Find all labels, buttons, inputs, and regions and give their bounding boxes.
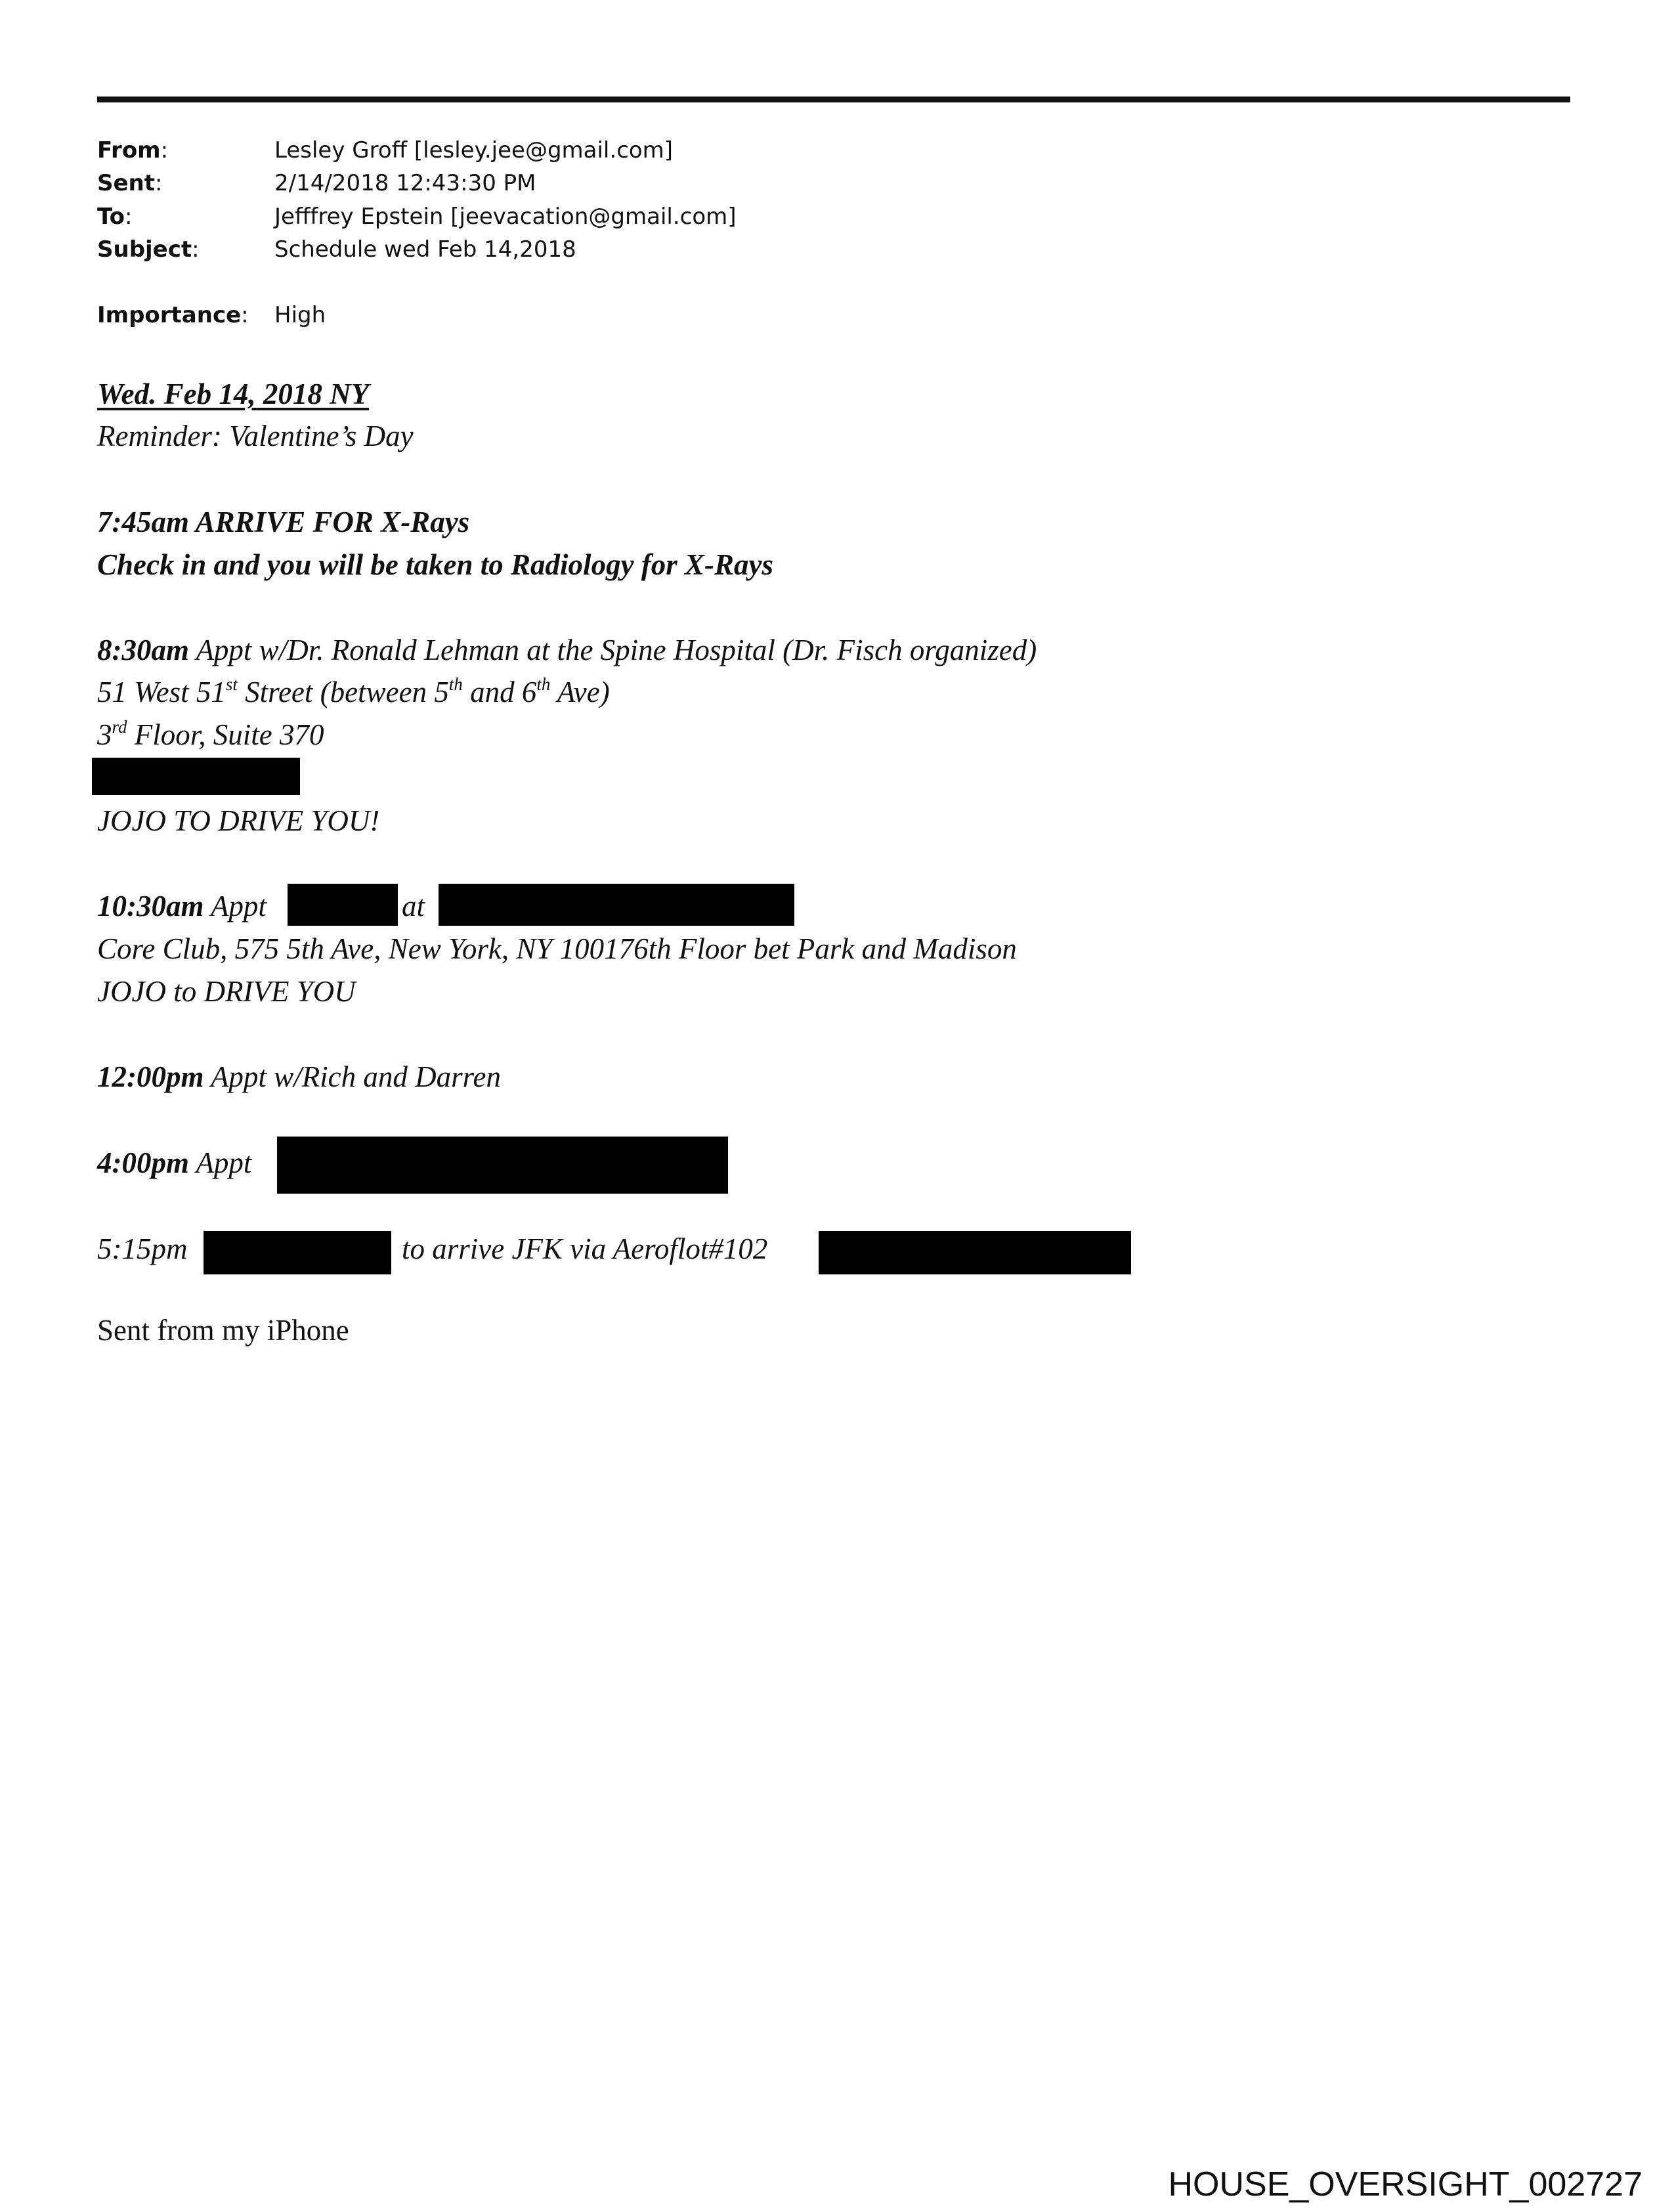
arrival-text: to arrive JFK via Aeroflot#102: [402, 1232, 768, 1265]
appt2-driver: JOJO to DRIVE YOU: [97, 975, 356, 1008]
redaction-box: [819, 1231, 1131, 1274]
sent-row: Sent: 2/14/2018 12:43:30 PM: [97, 170, 536, 196]
subject-label: Subject: [97, 236, 192, 263]
importance-row: Importance: High: [97, 302, 326, 328]
appt1-time: 8:30am: [97, 634, 189, 666]
redaction-box: [288, 884, 398, 926]
to-value: Jefffrey Epstein [jeevacation@gmail.com]: [274, 204, 737, 230]
subject-value: Schedule wed Feb 14,2018: [274, 236, 576, 263]
appt1-address: 51 West 51st Street (between 5th and 6th Ave): [97, 674, 610, 708]
from-label: From: [97, 137, 161, 163]
appt2-line: [97, 888, 267, 924]
importance-label: Importance: [97, 302, 242, 328]
to-row: To: Jefffrey Epstein [jeevacation@gmail.com]: [97, 204, 737, 230]
xray-line-1: 7:45am ARRIVE FOR X-Rays: [97, 506, 470, 538]
appt3-text: Appt w/Rich and Darren: [210, 1060, 501, 1093]
appt1-floor: 3rd Floor, Suite 370: [97, 717, 324, 751]
appt4-text: Appt: [196, 1146, 252, 1179]
appt1-driver: JOJO TO DRIVE YOU!: [97, 804, 380, 837]
appt2-address: Core Club, 575 5th Ave, New York, NY 100176th Floor bet Park and Madison: [97, 932, 1017, 965]
appt4-line: [97, 1144, 251, 1181]
date-heading: Wed. Feb 14, 2018 NY: [97, 378, 370, 410]
appt1-line: [97, 632, 1037, 668]
redaction-box: [204, 1231, 391, 1274]
appt1-text: Appt w/Dr. Ronald Lehman at the Spine Hospital (Dr. Fisch organized): [196, 634, 1037, 666]
redaction-box: [439, 884, 794, 926]
subject-row: Subject: Schedule wed Feb 14,2018: [97, 236, 576, 263]
redaction-box: [277, 1137, 728, 1194]
redaction-box: [92, 758, 300, 795]
xray-line-2: Check in and you will be taken to Radiology for X-Rays: [97, 548, 774, 581]
appt3-time: 12:00pm: [97, 1060, 204, 1093]
sent-value: 2/14/2018 12:43:30 PM: [274, 170, 536, 196]
signature-text: Sent from my iPhone: [97, 1314, 349, 1347]
appt2-at-word: at: [402, 890, 425, 922]
appt3-line: [97, 1058, 501, 1095]
sent-label: Sent: [97, 170, 156, 196]
appt4-time: 4:00pm: [97, 1146, 189, 1179]
appt2-appt-word: Appt: [210, 890, 267, 922]
header-rule: [97, 97, 1570, 102]
arrival-time: 5:15pm: [97, 1232, 188, 1265]
reminder-text: Reminder: Valentine’s Day: [97, 420, 414, 452]
from-value: Lesley Groff [lesley.jee@gmail.com]: [274, 137, 674, 163]
from-row: From: Lesley Groff [lesley.jee@gmail.com]: [97, 137, 674, 163]
bates-number: HOUSE_OVERSIGHT_002727: [1168, 2165, 1642, 2203]
importance-value: High: [274, 302, 326, 328]
to-label: To: [97, 204, 125, 230]
appt2-time: 10:30am: [97, 890, 204, 922]
